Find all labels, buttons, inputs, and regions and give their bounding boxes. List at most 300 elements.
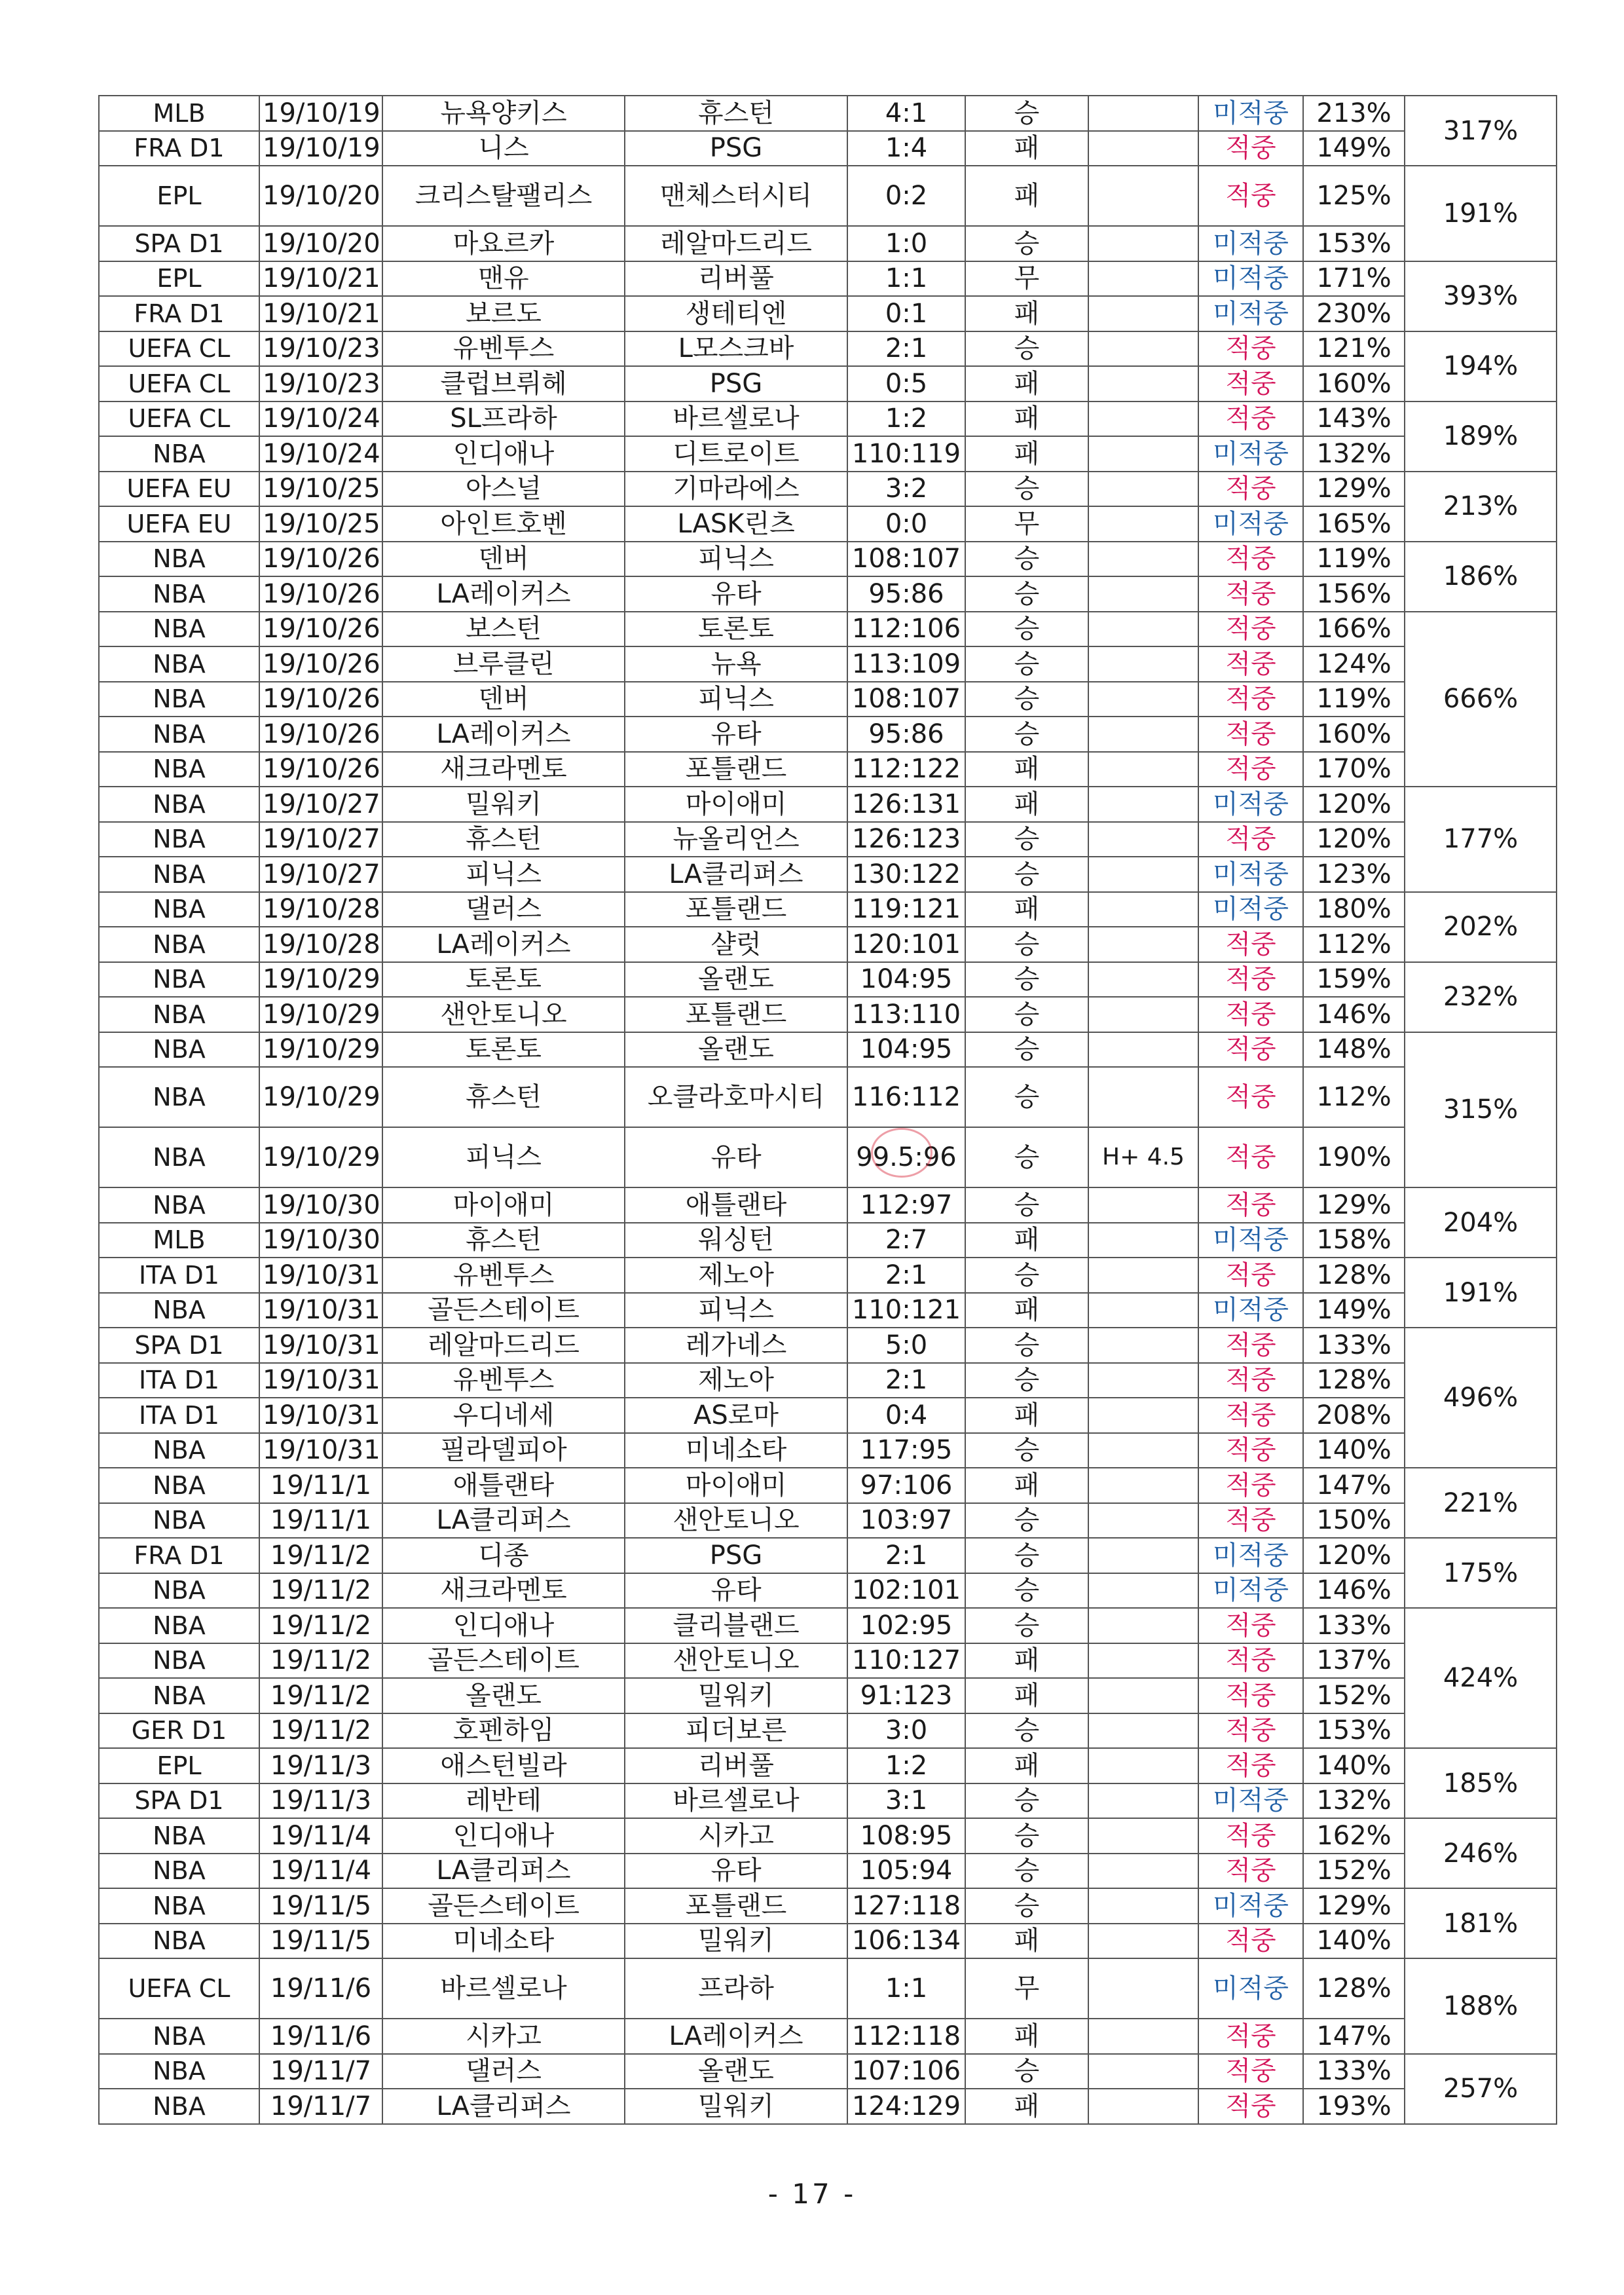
hit-status-cell: 미적중 [1198, 1538, 1303, 1573]
away-team-cell: 유타 [625, 1127, 847, 1187]
score-cell: 1:0 [847, 226, 965, 261]
away-team-cell: 휴스턴 [625, 96, 847, 131]
score-cell: 106:134 [847, 1924, 965, 1959]
bet-record-sheet [98, 95, 1556, 2125]
group-roi-cell: 315% [1405, 1032, 1557, 1188]
hit-status-cell: 적중 [1198, 1187, 1303, 1223]
score-cell: 108:95 [847, 1818, 965, 1854]
league-cell: NBA [99, 857, 259, 892]
odds-cell: 159% [1303, 962, 1405, 998]
home-team-cell: 인디애나 [382, 1818, 625, 1854]
league-cell: ITA D1 [99, 1398, 259, 1433]
result-cell: 승 [965, 1127, 1088, 1187]
odds-cell: 152% [1303, 1854, 1405, 1889]
result-cell: 승 [965, 542, 1088, 577]
score-cell: 113:109 [847, 646, 965, 682]
away-team-cell: 피닉스 [625, 682, 847, 717]
hit-status-cell: 적중 [1198, 1713, 1303, 1749]
score-cell: 112:118 [847, 2019, 965, 2054]
date-cell: 19/10/20 [259, 166, 382, 226]
result-cell: 패 [965, 1678, 1088, 1713]
result-cell: 패 [965, 436, 1088, 472]
handicap-cell [1088, 1187, 1198, 1223]
bet-record-rows [99, 96, 1557, 2124]
hit-status-cell: 미적중 [1198, 1573, 1303, 1609]
handicap-cell [1088, 1398, 1198, 1433]
date-cell: 19/10/26 [259, 576, 382, 612]
league-cell: SPA D1 [99, 1783, 259, 1819]
home-team-cell: 토론토 [382, 962, 625, 998]
hit-status-cell: 적중 [1198, 612, 1303, 647]
score-cell: 97:106 [847, 1468, 965, 1503]
table-row [99, 1127, 1557, 1187]
score-cell: 1:4 [847, 131, 965, 166]
score-cell: 119:121 [847, 892, 965, 927]
handicap-cell [1088, 1468, 1198, 1503]
hit-status-cell: 적중 [1198, 1468, 1303, 1503]
result-cell: 패 [965, 1643, 1088, 1679]
table-row [99, 1958, 1557, 2019]
away-team-cell: 오클라호마시티 [625, 1067, 847, 1127]
table-row [99, 1608, 1557, 1643]
away-team-cell: 제노아 [625, 1258, 847, 1293]
score-cell: 3:0 [847, 1713, 965, 1749]
hit-status-cell: 적중 [1198, 166, 1303, 226]
odds-cell: 128% [1303, 1958, 1405, 2019]
odds-cell: 149% [1303, 131, 1405, 166]
odds-cell: 190% [1303, 1127, 1405, 1187]
date-cell: 19/10/25 [259, 472, 382, 507]
league-cell: EPL [99, 261, 259, 297]
score-cell: 5:0 [847, 1328, 965, 1363]
home-team-cell: 샌안토니오 [382, 997, 625, 1032]
home-team-cell: LA레이커스 [382, 576, 625, 612]
date-cell: 19/11/5 [259, 1924, 382, 1959]
league-cell: NBA [99, 1187, 259, 1223]
date-cell: 19/10/26 [259, 682, 382, 717]
home-team-cell: 보스턴 [382, 612, 625, 647]
date-cell: 19/11/1 [259, 1503, 382, 1539]
table-row [99, 1924, 1557, 1959]
home-team-cell: 뉴욕양키스 [382, 96, 625, 131]
score-cell: 108:107 [847, 682, 965, 717]
odds-cell: 158% [1303, 1223, 1405, 1258]
league-cell: NBA [99, 1888, 259, 1924]
score-cell: 112:97 [847, 1187, 965, 1223]
date-cell: 19/10/23 [259, 331, 382, 367]
table-row [99, 892, 1557, 927]
score-cell: 104:95 [847, 1032, 965, 1068]
home-team-cell: 새크라멘토 [382, 1573, 625, 1609]
score-cell: 0:5 [847, 366, 965, 401]
league-cell: NBA [99, 962, 259, 998]
date-cell: 19/11/2 [259, 1713, 382, 1749]
league-cell: MLB [99, 1223, 259, 1258]
date-cell: 19/11/5 [259, 1888, 382, 1924]
result-cell: 승 [965, 1067, 1088, 1127]
odds-cell: 165% [1303, 506, 1405, 542]
odds-cell: 153% [1303, 226, 1405, 261]
league-cell: NBA [99, 612, 259, 647]
odds-cell: 150% [1303, 1503, 1405, 1539]
date-cell: 19/11/2 [259, 1608, 382, 1643]
table-row [99, 1818, 1557, 1854]
score-cell: 0:4 [847, 1398, 965, 1433]
league-cell: NBA [99, 997, 259, 1032]
group-roi-cell: 246% [1405, 1818, 1557, 1888]
group-roi-cell: 393% [1405, 261, 1557, 331]
date-cell: 19/10/31 [259, 1398, 382, 1433]
score-cell: 2:1 [847, 1538, 965, 1573]
result-cell: 승 [965, 1258, 1088, 1293]
hit-status-cell: 적중 [1198, 646, 1303, 682]
league-cell: NBA [99, 1433, 259, 1468]
result-cell: 승 [965, 1363, 1088, 1398]
home-team-cell: 휴스턴 [382, 1223, 625, 1258]
away-team-cell: LA레이커스 [625, 2019, 847, 2054]
table-row [99, 1328, 1557, 1363]
result-cell: 승 [965, 822, 1088, 857]
home-team-cell: 레알마드리드 [382, 1328, 625, 1363]
table-row [99, 576, 1557, 612]
date-cell: 19/10/26 [259, 612, 382, 647]
league-cell: NBA [99, 1032, 259, 1068]
handicap-cell [1088, 226, 1198, 261]
odds-cell: 180% [1303, 892, 1405, 927]
result-cell: 승 [965, 1538, 1088, 1573]
date-cell: 19/10/29 [259, 997, 382, 1032]
handicap-cell [1088, 1328, 1198, 1363]
date-cell: 19/10/29 [259, 1127, 382, 1187]
league-cell: NBA [99, 1573, 259, 1609]
odds-cell: 208% [1303, 1398, 1405, 1433]
away-team-cell: 유타 [625, 1854, 847, 1889]
odds-cell: 123% [1303, 857, 1405, 892]
hit-status-cell: 적중 [1198, 1127, 1303, 1187]
table-row [99, 682, 1557, 717]
group-roi-cell: 185% [1405, 1748, 1557, 1818]
league-cell: NBA [99, 1608, 259, 1643]
date-cell: 19/11/7 [259, 2054, 382, 2089]
table-row [99, 1468, 1557, 1503]
league-cell: NBA [99, 1643, 259, 1679]
league-cell: EPL [99, 1748, 259, 1783]
score-cell: 107:106 [847, 2054, 965, 2089]
group-roi-cell: 181% [1405, 1888, 1557, 1958]
date-cell: 19/11/3 [259, 1783, 382, 1819]
table-row [99, 857, 1557, 892]
odds-cell: 120% [1303, 787, 1405, 822]
hit-status-cell: 미적중 [1198, 96, 1303, 131]
home-team-cell: 덴버 [382, 682, 625, 717]
score-cell: 2:1 [847, 331, 965, 367]
group-roi-cell: 496% [1405, 1328, 1557, 1468]
league-cell: NBA [99, 1924, 259, 1959]
away-team-cell: 피더보른 [625, 1713, 847, 1749]
hit-status-cell: 적중 [1198, 1678, 1303, 1713]
league-cell: ITA D1 [99, 1363, 259, 1398]
score-cell: 108:107 [847, 542, 965, 577]
hit-status-cell: 적중 [1198, 1433, 1303, 1468]
home-team-cell: 아스널 [382, 472, 625, 507]
odds-cell: 162% [1303, 1818, 1405, 1854]
home-team-cell: 클럽브뤼헤 [382, 366, 625, 401]
odds-cell: 132% [1303, 1783, 1405, 1819]
seal-stamp [871, 1128, 932, 1178]
table-row [99, 1783, 1557, 1819]
date-cell: 19/10/29 [259, 1067, 382, 1127]
away-team-cell: 뉴올리언스 [625, 822, 847, 857]
result-cell: 패 [965, 2089, 1088, 2124]
date-cell: 19/10/23 [259, 366, 382, 401]
table-row [99, 1643, 1557, 1679]
hit-status-cell: 미적중 [1198, 1223, 1303, 1258]
odds-cell: 152% [1303, 1678, 1405, 1713]
handicap-cell [1088, 131, 1198, 166]
group-roi-cell: 232% [1405, 962, 1557, 1032]
hit-status-cell: 적중 [1198, 962, 1303, 998]
away-team-cell: 리버풀 [625, 1748, 847, 1783]
score-cell: 3:1 [847, 1783, 965, 1819]
score-cell: 2:7 [847, 1223, 965, 1258]
table-row [99, 366, 1557, 401]
home-team-cell: LA클리퍼스 [382, 1854, 625, 1889]
table-row [99, 612, 1557, 647]
home-team-cell: LA클리퍼스 [382, 2089, 625, 2124]
odds-cell: 120% [1303, 822, 1405, 857]
odds-cell: 230% [1303, 296, 1405, 331]
score-cell: 102:101 [847, 1573, 965, 1609]
handicap-cell [1088, 1258, 1198, 1293]
score-cell: 1:2 [847, 1748, 965, 1783]
date-cell: 19/10/28 [259, 927, 382, 962]
table-row [99, 436, 1557, 472]
score-cell: 91:123 [847, 1678, 965, 1713]
hit-status-cell: 적중 [1198, 331, 1303, 367]
date-cell: 19/10/31 [259, 1293, 382, 1328]
handicap-cell [1088, 927, 1198, 962]
table-row [99, 1067, 1557, 1127]
home-team-cell: LA레이커스 [382, 927, 625, 962]
table-row [99, 1573, 1557, 1609]
date-cell: 19/11/2 [259, 1573, 382, 1609]
date-cell: 19/10/19 [259, 131, 382, 166]
date-cell: 19/10/25 [259, 506, 382, 542]
hit-status-cell: 미적중 [1198, 892, 1303, 927]
result-cell: 승 [965, 717, 1088, 752]
result-cell: 패 [965, 1924, 1088, 1959]
result-cell: 패 [965, 1223, 1088, 1258]
date-cell: 19/11/3 [259, 1748, 382, 1783]
table-row [99, 646, 1557, 682]
handicap-cell [1088, 892, 1198, 927]
handicap-cell [1088, 1608, 1198, 1643]
table-row [99, 1854, 1557, 1889]
odds-cell: 148% [1303, 1032, 1405, 1068]
league-cell: NBA [99, 1818, 259, 1854]
result-cell: 승 [965, 1328, 1088, 1363]
table-row [99, 1748, 1557, 1783]
table-row [99, 822, 1557, 857]
away-team-cell: 미네소타 [625, 1433, 847, 1468]
home-team-cell: 마이애미 [382, 1187, 625, 1223]
handicap-cell [1088, 612, 1198, 647]
date-cell: 19/10/28 [259, 892, 382, 927]
handicap-cell [1088, 401, 1198, 437]
away-team-cell: 제노아 [625, 1363, 847, 1398]
home-team-cell: 아인트호벤 [382, 506, 625, 542]
odds-cell: 160% [1303, 717, 1405, 752]
group-roi-cell: 194% [1405, 331, 1557, 401]
table-row [99, 2019, 1557, 2054]
league-cell: NBA [99, 2019, 259, 2054]
odds-cell: 133% [1303, 2054, 1405, 2089]
result-cell: 승 [965, 96, 1088, 131]
score-cell: 127:118 [847, 1888, 965, 1924]
home-team-cell: LA클리퍼스 [382, 1503, 625, 1539]
odds-cell: 147% [1303, 1468, 1405, 1503]
away-team-cell: 마이애미 [625, 787, 847, 822]
home-team-cell: 유벤투스 [382, 1258, 625, 1293]
odds-cell: 132% [1303, 436, 1405, 472]
date-cell: 19/11/7 [259, 2089, 382, 2124]
group-roi-cell: 204% [1405, 1187, 1557, 1258]
handicap-cell [1088, 1888, 1198, 1924]
result-cell: 승 [965, 1032, 1088, 1068]
home-team-cell: 밀워키 [382, 787, 625, 822]
date-cell: 19/10/19 [259, 96, 382, 131]
handicap-cell: H+ 4.5 [1088, 1127, 1198, 1187]
table-row [99, 472, 1557, 507]
score-cell: 117:95 [847, 1433, 965, 1468]
away-team-cell: 기마라에스 [625, 472, 847, 507]
hit-status-cell: 적중 [1198, 472, 1303, 507]
table-row [99, 401, 1557, 437]
away-team-cell: 샬럿 [625, 927, 847, 962]
result-cell: 승 [965, 1187, 1088, 1223]
handicap-cell [1088, 1032, 1198, 1068]
league-cell: NBA [99, 1468, 259, 1503]
date-cell: 19/10/29 [259, 1032, 382, 1068]
date-cell: 19/11/2 [259, 1643, 382, 1679]
odds-cell: 129% [1303, 472, 1405, 507]
handicap-cell [1088, 822, 1198, 857]
score-cell: 110:127 [847, 1643, 965, 1679]
result-cell: 패 [965, 296, 1088, 331]
home-team-cell: 보르도 [382, 296, 625, 331]
score-cell: 105:94 [847, 1854, 965, 1889]
odds-cell: 170% [1303, 752, 1405, 787]
handicap-cell [1088, 366, 1198, 401]
league-cell: NBA [99, 542, 259, 577]
hit-status-cell: 적중 [1198, 752, 1303, 787]
handicap-cell [1088, 1293, 1198, 1328]
result-cell: 패 [965, 2019, 1088, 2054]
home-team-cell: 유벤투스 [382, 1363, 625, 1398]
score-cell: 124:129 [847, 2089, 965, 2124]
home-team-cell: 레반테 [382, 1783, 625, 1819]
league-cell: NBA [99, 822, 259, 857]
handicap-cell [1088, 2054, 1198, 2089]
away-team-cell: 포틀랜드 [625, 997, 847, 1032]
score-cell: 116:112 [847, 1067, 965, 1127]
odds-cell: 147% [1303, 2019, 1405, 2054]
hit-status-cell: 적중 [1198, 576, 1303, 612]
away-team-cell: 레알마드리드 [625, 226, 847, 261]
result-cell: 승 [965, 1433, 1088, 1468]
result-cell: 승 [965, 682, 1088, 717]
date-cell: 19/10/20 [259, 226, 382, 261]
hit-status-cell: 적중 [1198, 1924, 1303, 1959]
odds-cell: 140% [1303, 1924, 1405, 1959]
table-row [99, 1293, 1557, 1328]
away-team-cell: 올랜도 [625, 1032, 847, 1068]
table-row [99, 1433, 1557, 1468]
result-cell: 승 [965, 1888, 1088, 1924]
league-cell: NBA [99, 1854, 259, 1889]
away-team-cell: 유타 [625, 576, 847, 612]
handicap-cell [1088, 1067, 1198, 1127]
date-cell: 19/10/29 [259, 962, 382, 998]
handicap-cell [1088, 1363, 1198, 1398]
away-team-cell: 시카고 [625, 1818, 847, 1854]
table-row [99, 1888, 1557, 1924]
odds-cell: 140% [1303, 1748, 1405, 1783]
score-cell: 1:1 [847, 261, 965, 297]
handicap-cell [1088, 1538, 1198, 1573]
group-roi-cell: 202% [1405, 892, 1557, 962]
home-team-cell: 새크라멘토 [382, 752, 625, 787]
result-cell: 승 [965, 1783, 1088, 1819]
date-cell: 19/11/4 [259, 1854, 382, 1889]
handicap-cell [1088, 261, 1198, 297]
handicap-cell [1088, 1573, 1198, 1609]
home-team-cell: 필라델피아 [382, 1433, 625, 1468]
result-cell: 승 [965, 612, 1088, 647]
date-cell: 19/10/24 [259, 436, 382, 472]
home-team-cell: 크리스탈팰리스 [382, 166, 625, 226]
score-cell: 95:86 [847, 576, 965, 612]
odds-cell: 119% [1303, 542, 1405, 577]
home-team-cell: 인디애나 [382, 436, 625, 472]
odds-cell: 171% [1303, 261, 1405, 297]
score-cell: 4:1 [847, 96, 965, 131]
handicap-cell [1088, 1958, 1198, 2019]
group-roi-cell: 191% [1405, 166, 1557, 261]
league-cell: NBA [99, 1127, 259, 1187]
league-cell: SPA D1 [99, 226, 259, 261]
table-row [99, 2089, 1557, 2124]
group-roi-cell: 186% [1405, 542, 1557, 612]
score-cell: 0:1 [847, 296, 965, 331]
score-cell: 102:95 [847, 1608, 965, 1643]
handicap-cell [1088, 331, 1198, 367]
hit-status-cell: 적중 [1198, 927, 1303, 962]
group-roi-cell: 175% [1405, 1538, 1557, 1608]
league-cell: NBA [99, 892, 259, 927]
handicap-cell [1088, 472, 1198, 507]
hit-status-cell: 적중 [1198, 2054, 1303, 2089]
result-cell: 무 [965, 506, 1088, 542]
date-cell: 19/10/30 [259, 1187, 382, 1223]
league-cell: NBA [99, 1067, 259, 1127]
date-cell: 19/10/31 [259, 1363, 382, 1398]
date-cell: 19/10/21 [259, 261, 382, 297]
hit-status-cell: 적중 [1198, 822, 1303, 857]
away-team-cell: 디트로이트 [625, 436, 847, 472]
handicap-cell [1088, 506, 1198, 542]
table-row [99, 787, 1557, 822]
